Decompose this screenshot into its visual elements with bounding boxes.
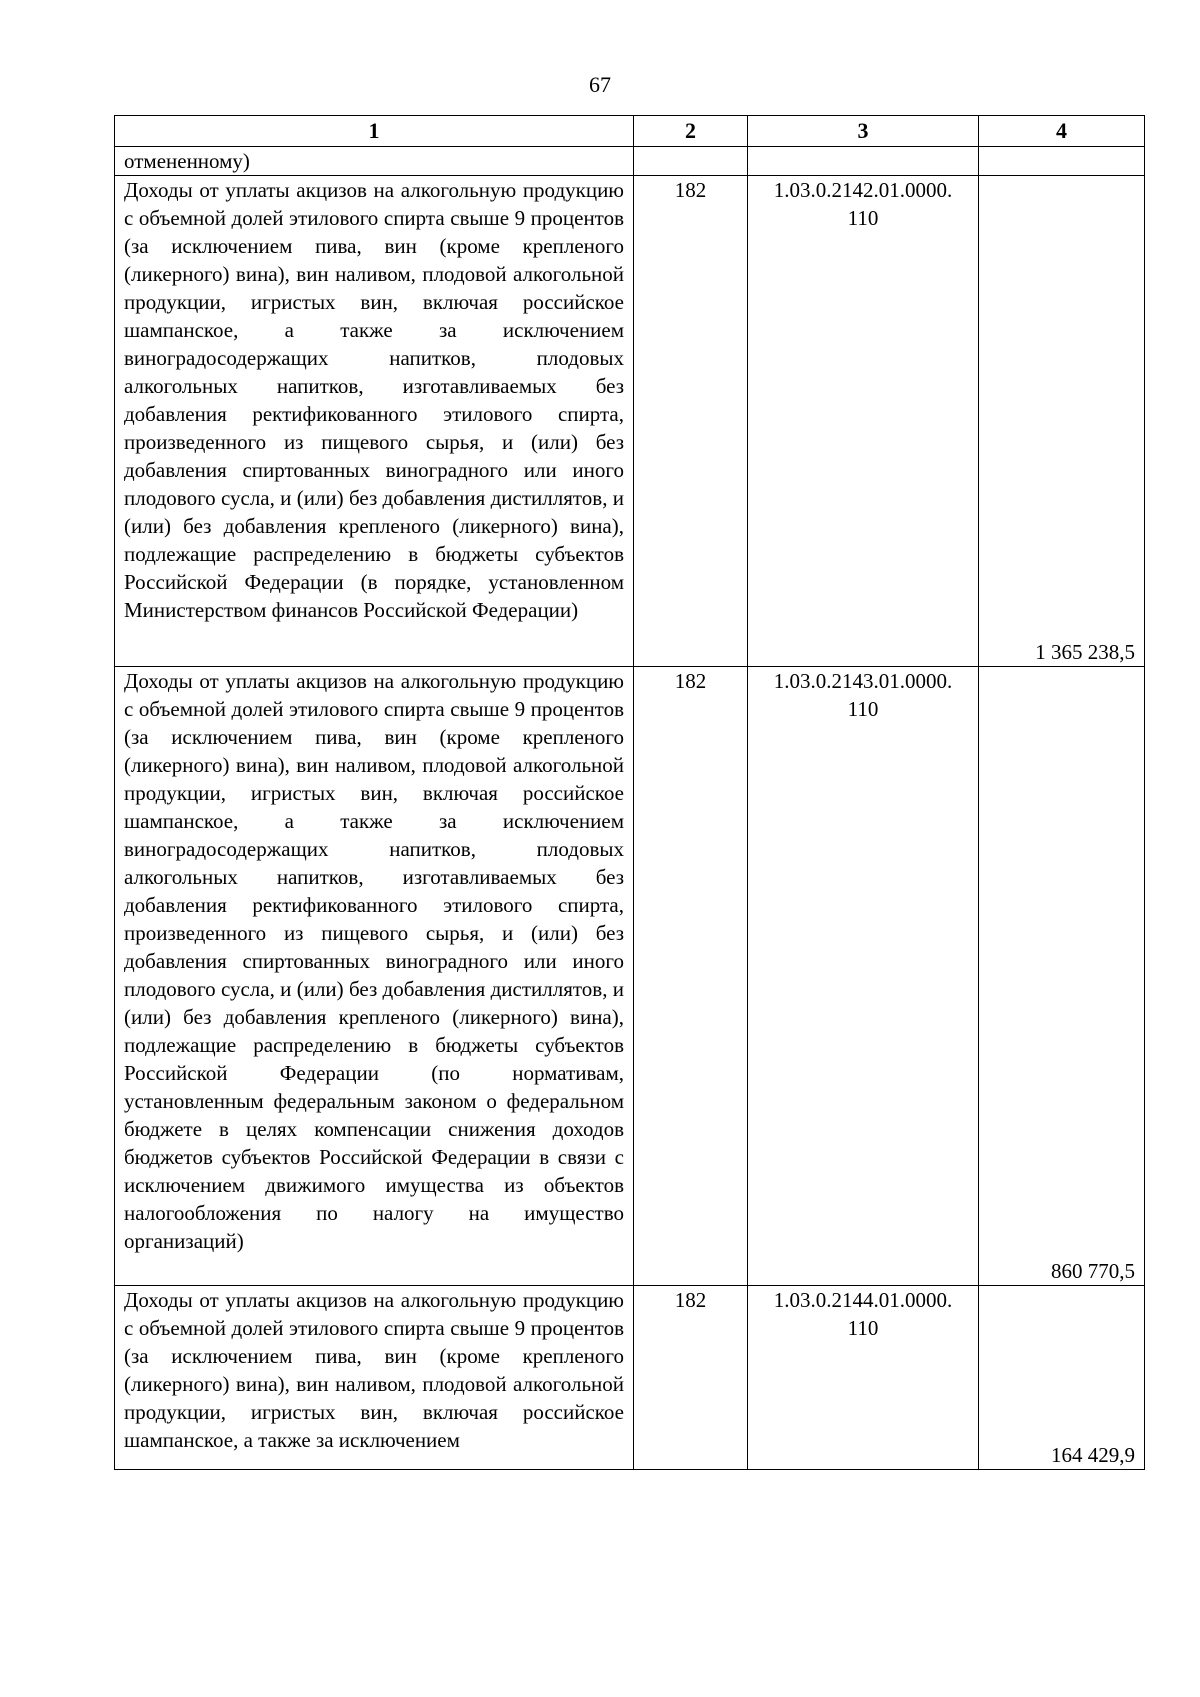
header-row <box>115 116 1145 147</box>
revenue-description: Доходы от уплаты акцизов на алкогольную продукцию с объемной долей этилового спирта свыше 9 процентов (за исключением пива, вин (кроме крепленого (ликерного) вина), вин наливом, плодовой алкогольной продукции, игристых вин, включая российское шампанское, а также за исключением виноградосодержащих напитков, плодовых алкогольных напитков, изготавливаемых без добавления ректификованного этилового спирта, произведенного из пищевого сырья, и (или) без добавления спиртованных виноградного или иного плодового сусла, и (или) без добавления дистиллятов, и (или) без добавления крепленого (ликерного) вина), подлежащие распределению в бюджеты субъектов Российской Федерации (по нормативам, установленным федеральным законом о федеральном бюджете в целях компенсации снижения доходов бюджетов субъектов Российской Федерации в связи с исключением движимого имущества из объектов налогообложения по налогу на имущество организаций) <box>115 667 634 1286</box>
continuation-empty-cell <box>979 147 1145 176</box>
continuation-row <box>115 147 1145 176</box>
continuation-text: отмененному) <box>115 147 634 176</box>
column-header-2: 2 <box>634 116 748 147</box>
page-number: 67 <box>589 72 611 97</box>
revenue-description: Доходы от уплаты акцизов на алкогольную продукцию с объемной долей этилового спирта свыше 9 процентов (за исключением пива, вин (кроме крепленого (ликерного) вина), вин наливом, плодовой алкогольной продукции, игристых вин, включая российское шампанское, а также за исключением <box>115 1286 634 1470</box>
column-header-4: 4 <box>979 116 1145 147</box>
admin-code: 182 <box>634 667 748 1286</box>
admin-code: 182 <box>634 1286 748 1470</box>
table-row <box>115 1286 1145 1470</box>
admin-code: 182 <box>634 176 748 667</box>
continuation-empty-cell <box>634 147 748 176</box>
revenue-table <box>114 115 1145 1470</box>
continuation-empty-cell <box>748 147 979 176</box>
revenue-description: Доходы от уплаты акцизов на алкогольную продукцию с объемной долей этилового спирта свыше 9 процентов (за исключением пива, вин (кроме крепленого (ликерного) вина), вин наливом, плодовой алкогольной продукции, игристых вин, включая российское шампанское, а также за исключением виноградосодержащих напитков, плодовых алкогольных напитков, изготавливаемых без добавления ректификованного этилового спирта, произведенного из пищевого сырья, и (или) без добавления спиртованных виноградного или иного плодового сусла, и (или) без добавления дистиллятов, и (или) без добавления крепленого (ликерного) вина), подлежащие распределению в бюджеты субъектов Российской Федерации (в порядке, установленном Министерством финансов Российской Федерации) <box>115 176 634 667</box>
column-header-3: 3 <box>748 116 979 147</box>
amount: 860 770,5 <box>979 667 1145 1286</box>
amount: 164 429,9 <box>979 1286 1145 1470</box>
budget-classification-code: 1.03.0.2143.01.0000. 110 <box>748 667 979 1286</box>
table-header <box>115 116 1145 147</box>
table-row <box>115 176 1145 667</box>
amount: 1 365 238,5 <box>979 176 1145 667</box>
column-header-1: 1 <box>115 116 634 147</box>
budget-classification-code: 1.03.0.2142.01.0000. 110 <box>748 176 979 667</box>
table-row <box>115 667 1145 1286</box>
budget-classification-code: 1.03.0.2144.01.0000. 110 <box>748 1286 979 1470</box>
